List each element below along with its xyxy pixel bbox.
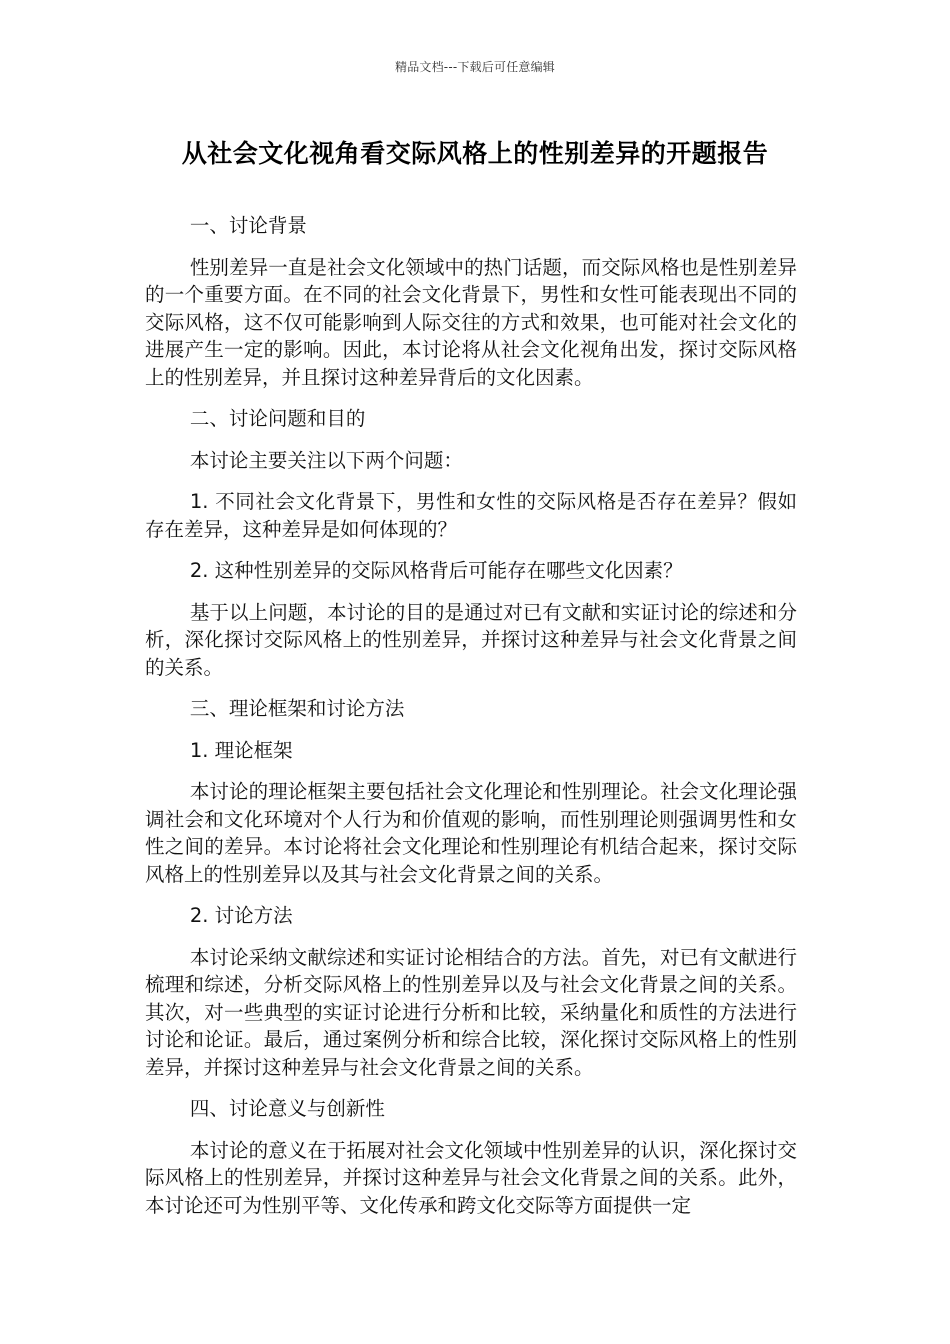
page-header: 精品文档---下载后可任意编辑 (395, 60, 555, 74)
paragraph: 本讨论的意义在于拓展对社会文化领域中性别差异的认识，深化探讨交际风格上的性别差异，并探讨这种差异与社会文化背景之间的关系。此外，本讨论还可为性别平等、文化传承和跨文化交际等方面提供一定 (145, 1138, 797, 1217)
document-title: 从社会文化视角看交际风格上的性别差异的开题报告 (181, 139, 769, 168)
document-body (145, 212, 797, 1233)
list-item-question-1: 1. 不同社会文化背景下，男性和女性的交际风格是否存在差异？假如存在差异，这种差异是如何体现的？ (145, 490, 797, 541)
paragraph: 性别差异一直是社会文化领域中的热门话题，而交际风格也是性别差异的一个重要方面。在不同的社会文化背景下，男性和女性可能表现出不同的交际风格，这不仅可能影响到人际交往的方式和效果，也可能对社会文化的进展产生一定的影响。因此，本讨论将从社会文化视角出发，探讨交际风格上的性别差异，并且探讨这种差异背后的文化因素。 (145, 255, 797, 389)
paragraph: 本讨论采纳文献综述和实证讨论相结合的方法。首先，对已有文献进行梳理和综述，分析交际风格上的性别差异以及与社会文化背景之间的关系。其次，对一些典型的实证讨论进行分析和比较，采纳量化和质性的方法进行讨论和论证。最后，通过案例分析和综合比较，深化探讨交际风格上的性别差异，并探讨这种差异与社会文化背景之间的关系。 (145, 945, 797, 1079)
section-heading-significance: 四、讨论意义与创新性 (189, 1097, 385, 1120)
paragraph: 本讨论主要关注以下两个问题： (189, 448, 463, 472)
subheading-theory: 1. 理论框架 (189, 738, 293, 762)
list-item-question-2: 2. 这种性别差异的交际风格背后可能存在哪些文化因素？ (189, 559, 683, 582)
paragraph: 本讨论的理论框架主要包括社会文化理论和性别理论。社会文化理论强调社会和文化环境对个人行为和价值观的影响，而性别理论则强调男性和女性之间的差异。本讨论将社会文化理论和性别理论有机结合起来，探讨交际风格上的性别差异以及其与社会文化背景之间的关系。 (145, 780, 797, 886)
section-heading-background: 一、讨论背景 (189, 214, 307, 237)
subheading-method: 2. 讨论方法 (189, 904, 293, 927)
section-heading-framework: 三、理论框架和讨论方法 (189, 697, 405, 720)
section-heading-questions: 二、讨论问题和目的 (189, 407, 366, 430)
paragraph: 基于以上问题，本讨论的目的是通过对已有文献和实证讨论的综述和分析，深化探讨交际风格上的性别差异，并探讨这种差异与社会文化背景之间的关系。 (145, 600, 797, 679)
